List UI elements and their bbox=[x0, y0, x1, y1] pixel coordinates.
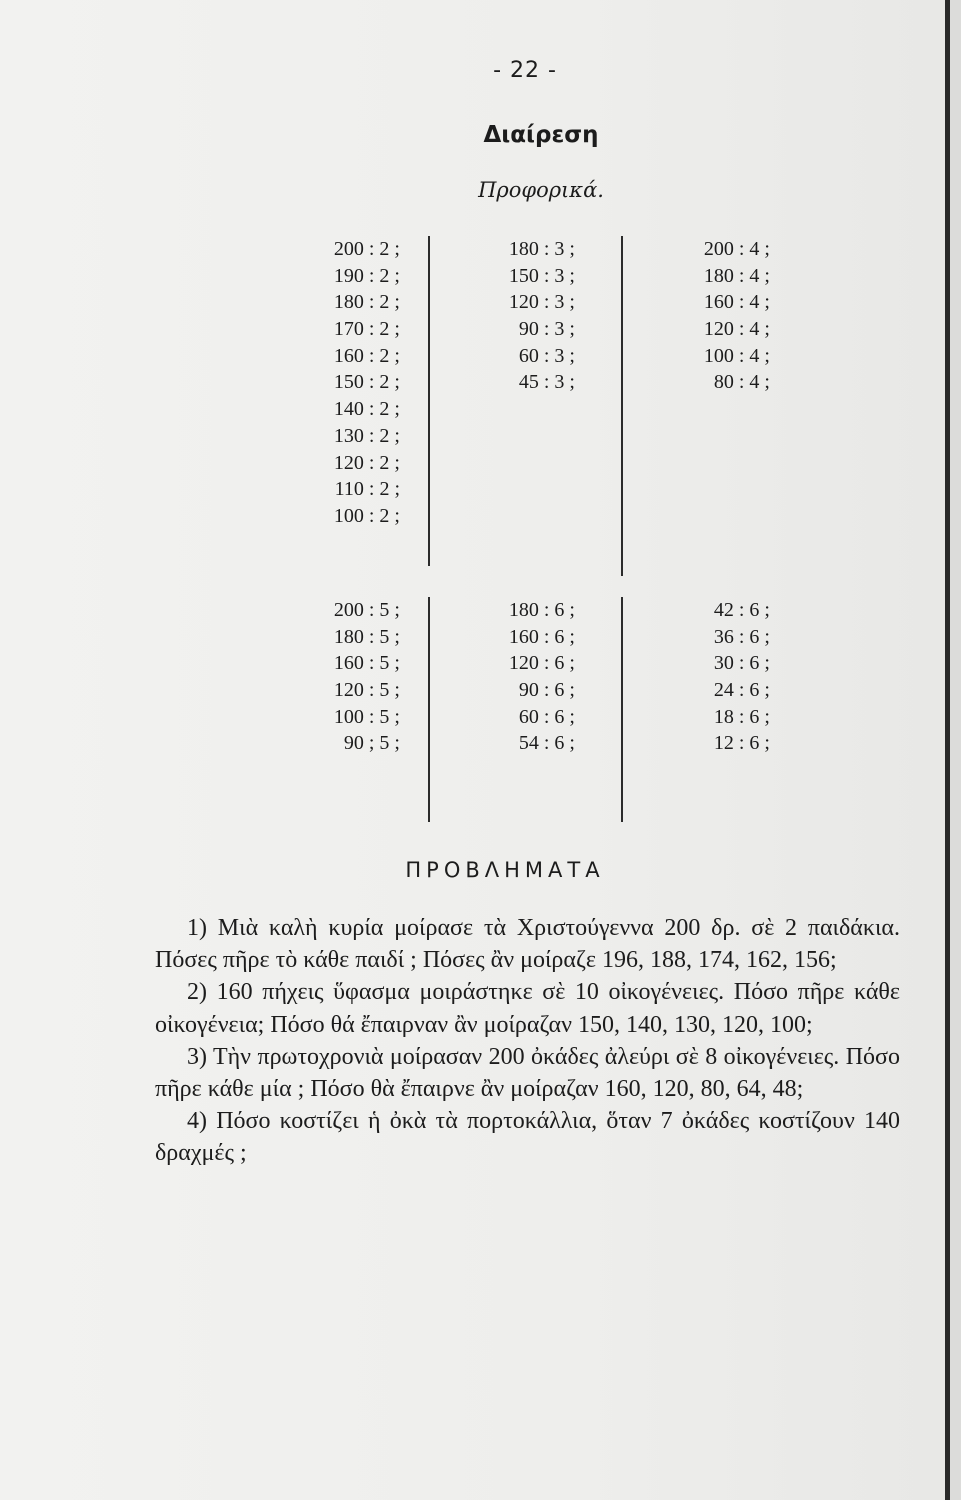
subtitle: Προφορικά. bbox=[478, 178, 604, 202]
equation: 180 : 6 ; bbox=[508, 599, 575, 621]
column-divider bbox=[428, 597, 430, 822]
table-bottom-col-2 bbox=[445, 597, 575, 757]
equation: 54 : 6 ; bbox=[518, 732, 575, 755]
equation: 170 : 2 ; bbox=[333, 318, 400, 341]
equation: 100 : 5 ; bbox=[333, 705, 400, 728]
equation: 150 : 3 ; bbox=[508, 264, 575, 287]
equation: 180 : 3 ; bbox=[508, 238, 575, 260]
equation: 180 : 4 ; bbox=[703, 264, 770, 287]
equation: 160 : 4 ; bbox=[703, 291, 770, 314]
equation: 36 : 6 ; bbox=[713, 625, 770, 648]
table-bottom-col-1 bbox=[270, 597, 400, 757]
equation: 12 : 6 ; bbox=[713, 732, 770, 755]
equation: 180 : 5 ; bbox=[333, 625, 400, 648]
problem-1: 1) Μιὰ καλὴ κυρία μοίρασε τὰ Χριστούγεννα 200 δρ. σὲ 2 παιδάκια. Πόσες πῆρε τὸ κάθε παιδί ; Πόσες ἂν μοίραζε 196, 188, 174, 162, 156; bbox=[155, 915, 900, 974]
equation: 90 ; 5 ; bbox=[343, 732, 400, 755]
table-top-col-2 bbox=[445, 236, 575, 396]
equation: 30 : 6 ; bbox=[713, 652, 770, 675]
equation: 190 : 2 ; bbox=[333, 264, 400, 287]
equation: 80 : 4 ; bbox=[713, 371, 770, 394]
table-bottom-col-3 bbox=[640, 597, 770, 757]
equation: 160 : 2 ; bbox=[333, 344, 400, 367]
page-number: - 22 - bbox=[493, 58, 557, 83]
section-title: Διαίρεση bbox=[483, 122, 599, 148]
equation: 100 : 2 ; bbox=[333, 504, 400, 527]
table-top-col-3 bbox=[640, 236, 770, 396]
equation: 120 : 6 ; bbox=[508, 652, 575, 675]
problem-2: 2) 160 πήχεις ὕφασμα μοιράστηκε σὲ 10 οἰκογένειες. Πόσο πῆρε κάθε οἰκογένεια; Πόσο θά ἔπαιρναν ἂν μοίραζαν 150, 140, 130, 120, 100; bbox=[155, 979, 900, 1038]
equation: 60 : 3 ; bbox=[518, 344, 575, 367]
equation: 130 : 2 ; bbox=[333, 424, 400, 447]
equation: 200 : 5 ; bbox=[333, 599, 400, 621]
equation: 120 : 3 ; bbox=[508, 291, 575, 314]
column-divider bbox=[621, 597, 623, 822]
column-divider bbox=[621, 236, 623, 576]
equation: 45 : 3 ; bbox=[518, 371, 575, 394]
equation: 110 : 2 ; bbox=[334, 478, 400, 501]
page-margin bbox=[950, 0, 961, 1500]
equation: 200 : 2 ; bbox=[333, 238, 400, 260]
equation: 180 : 2 ; bbox=[333, 291, 400, 314]
equation: 160 : 5 ; bbox=[333, 652, 400, 675]
problems-title: ΠΡΟΒΛΗΜΑΤΑ bbox=[405, 858, 605, 882]
equation: 120 : 2 ; bbox=[333, 451, 400, 474]
equation: 120 : 4 ; bbox=[703, 318, 770, 341]
equation: 160 : 6 ; bbox=[508, 625, 575, 648]
equation: 100 : 4 ; bbox=[703, 344, 770, 367]
equation: 120 : 5 ; bbox=[333, 679, 400, 702]
column-divider bbox=[428, 236, 430, 566]
equation: 140 : 2 ; bbox=[333, 398, 400, 421]
problem-3: 3) Τὴν πρωτοχρονιὰ μοίρασαν 200 ὀκάδες ἀλεύρι σὲ 8 οἰκογένειες. Πόσο πῆρε κάθε μία ; Πόσο θὰ ἔπαιρνε ἂν μοίραζαν 160, 120, 80, 64, 48; bbox=[155, 1043, 900, 1103]
equation: 24 : 6 ; bbox=[713, 679, 770, 702]
equation: 200 : 4 ; bbox=[703, 238, 770, 260]
equation: 90 : 3 ; bbox=[518, 318, 575, 341]
table-top-col-1 bbox=[270, 236, 400, 530]
problem-4: 4) Πόσο κοστίζει ἡ ὀκὰ τὰ πορτοκάλλια, ὅταν 7 ὀκάδες κοστίζουν 140 δραχμές ; bbox=[155, 1108, 900, 1167]
equation: 150 : 2 ; bbox=[333, 371, 400, 394]
equation: 18 : 6 ; bbox=[713, 705, 770, 728]
equation: 90 : 6 ; bbox=[518, 679, 575, 702]
equation: 60 : 6 ; bbox=[518, 705, 575, 728]
problems-list bbox=[155, 912, 900, 1170]
equation: 42 : 6 ; bbox=[713, 599, 770, 621]
